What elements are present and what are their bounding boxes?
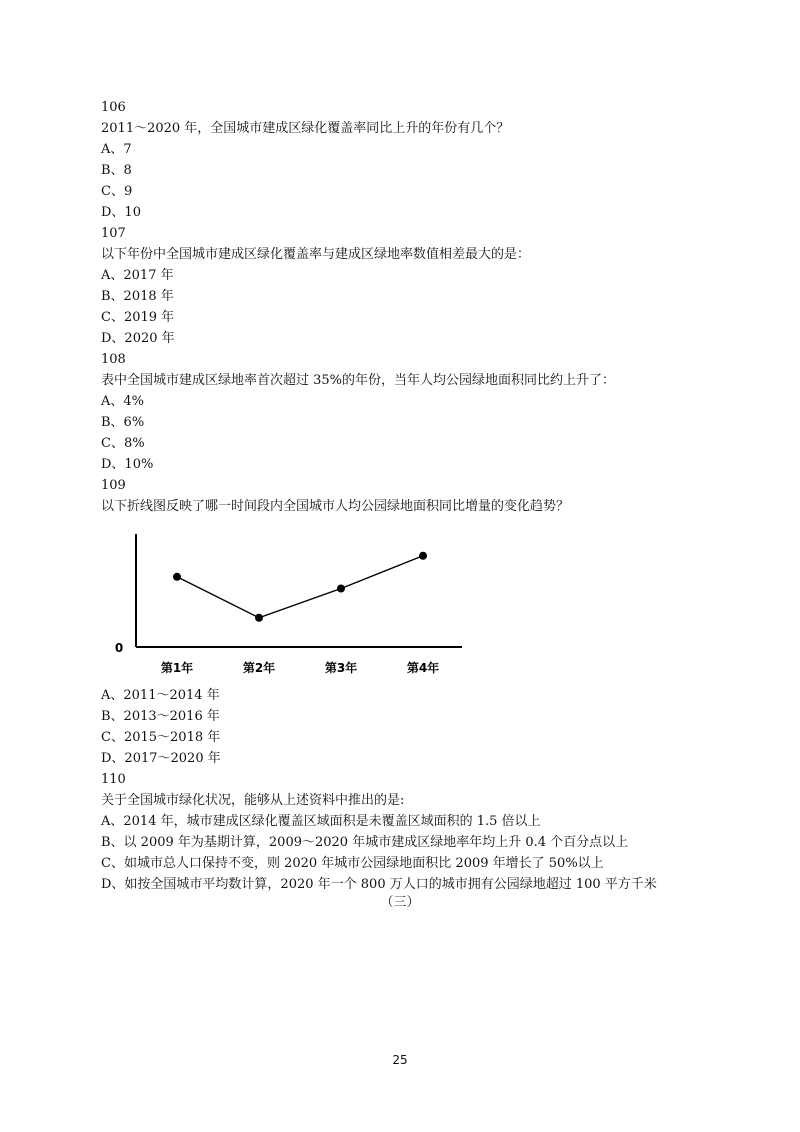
question-109-stem: 以下折线图反映了哪一时间段内全国城市人均公园绿地面积同比增量的变化趋势？ xyxy=(101,499,570,514)
question-108-option-c: C、8% xyxy=(101,436,145,451)
question-110-stem: 关于全国城市绿化状况，能够从上述资料中推出的是: xyxy=(101,793,405,808)
data-point xyxy=(419,552,427,560)
question-107-stem: 以下年份中全国城市建成区绿化覆盖率与建成区绿地率数值相差最大的是： xyxy=(101,247,531,262)
question-106-option-b: B、8 xyxy=(101,163,132,178)
question-107-number: 107 xyxy=(101,226,126,241)
question-110-option-b: B、以 2009 年为基期计算，2009～2020 年城市建成区绿地率年均上升 0.4 个百分点以上 xyxy=(101,835,629,850)
y-origin-label: 0 xyxy=(114,641,124,655)
question-107-option-d: D、2020 年 xyxy=(101,331,175,346)
question-110-option-c: C、如城市总人口保持不变，则 2020 年城市公园绿地面积比 2009 年增长了 50%以上 xyxy=(101,856,604,871)
data-point xyxy=(337,585,345,593)
question-109-option-a: A、2011～2014 年 xyxy=(101,688,220,703)
question-108-option-b: B、6% xyxy=(101,415,145,430)
question-109-option-d: D、2017～2020 年 xyxy=(101,751,221,766)
question-106-option-a: A、7 xyxy=(101,142,132,157)
series-line xyxy=(177,556,423,618)
data-point xyxy=(255,614,263,622)
question-108-option-d: D、10% xyxy=(101,457,154,472)
question-107-option-c: C、2019 年 xyxy=(101,310,175,325)
question-106-stem: 2011～2020 年，全国城市建成区绿化覆盖率同比上升的年份有几个？ xyxy=(101,121,510,136)
question-106-option-d: D、10 xyxy=(101,205,141,220)
x-tick-label: 第3年 xyxy=(324,661,358,675)
line-chart xyxy=(100,530,480,680)
data-point xyxy=(173,573,181,581)
x-tick-label: 第2年 xyxy=(242,661,276,675)
question-106-option-c: C、9 xyxy=(101,184,133,199)
question-109-option-c: C、2015～2018 年 xyxy=(101,730,221,745)
question-108-number: 108 xyxy=(101,352,126,367)
question-108-option-a: A、4% xyxy=(101,394,145,409)
question-108-stem: 表中全国城市建成区绿地率首次超过 35%的年份，当年人均公园绿地面积同比约上升了： xyxy=(101,373,616,388)
question-109-number: 109 xyxy=(101,478,126,493)
question-107-option-b: B、2018 年 xyxy=(101,289,174,304)
question-106-number: 106 xyxy=(101,100,126,115)
question-109-option-b: B、2013～2016 年 xyxy=(101,709,220,724)
page-number: 25 xyxy=(392,1053,408,1067)
question-110-number: 110 xyxy=(101,772,126,787)
x-tick-label: 第1年 xyxy=(160,661,194,675)
section-marker: （三） xyxy=(380,895,420,910)
question-107-option-a: A、2017 年 xyxy=(101,268,174,283)
question-110-option-d: D、如按全国城市平均数计算，2020 年一个 800 万人口的城市拥有公园绿地超过 100 平方千米 xyxy=(101,877,657,892)
question-110-option-a: A、2014 年，城市建成区绿化覆盖区域面积是未覆盖区域面积的 1.5 倍以上 xyxy=(101,814,541,829)
x-tick-label: 第4年 xyxy=(406,661,440,675)
